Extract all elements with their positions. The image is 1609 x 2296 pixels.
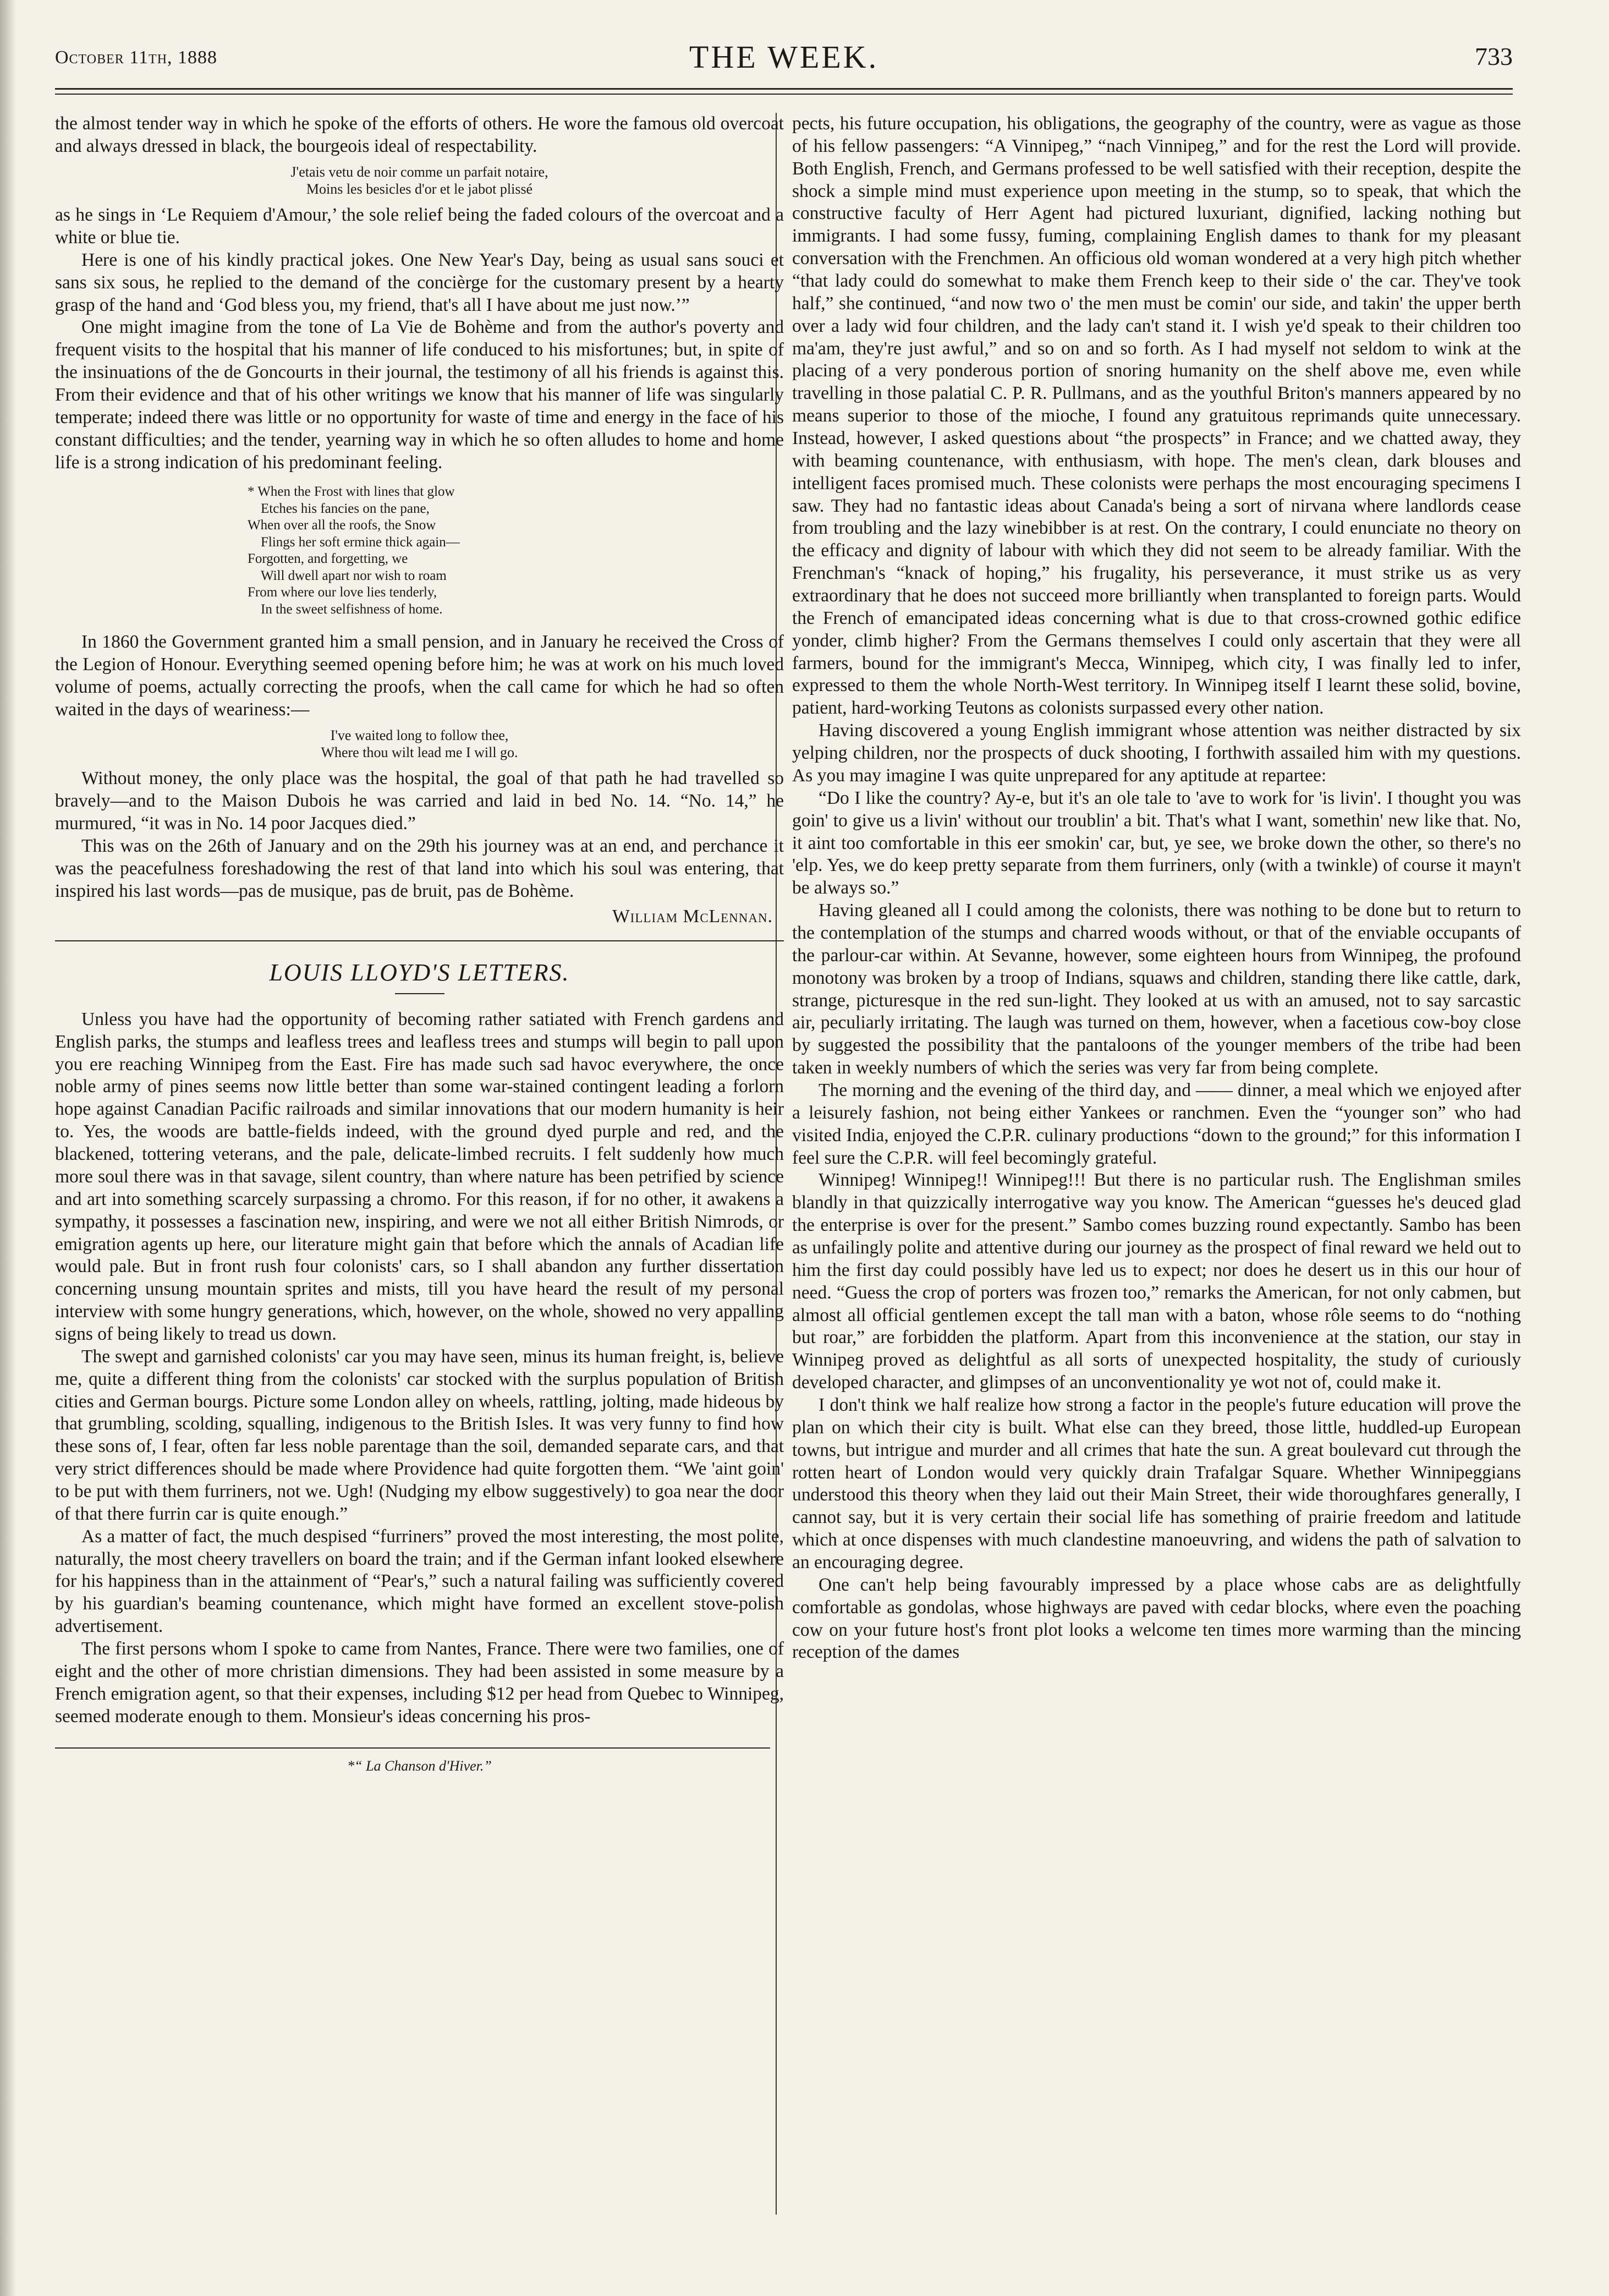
paragraph: The morning and the evening of the third day, and —— dinner, a meal which we enjoyed after a leisurely fashion, not being either Yankees or ranchmen. Even the “younger son” who had visited India, enjoyed the C.P.R. culinary productions “down to the ground;” for this information I feel sure the C.P.R. will feel becomingly grateful. <box>792 1079 1521 1168</box>
verse-quote <box>55 727 784 761</box>
paragraph: One might imagine from the tone of La Vie de Bohème and from the author's poverty and frequent visits to the hospital that his manner of life conduced to his misfortunes; but, in spite of the insinuations of the de Goncourts in their journal, the testimony of all his friends is against this. From their evidence and that of his other writings we know that his manner of life was singularly temperate; indeed there was little or no opportunity for waste of time and energy in the face of his constant difficulties; and the tender, yearning way in which he so often alludes to home and home life is a strong indication of his predominant feeling. <box>55 317 784 473</box>
paragraph: the almost tender way in which he spoke of the efforts of others. He wore the famous old overcoat and always dressed in black, the bourgeois ideal of respectability. <box>55 113 784 156</box>
verse-line: In the sweet selfishness of home. <box>261 601 443 617</box>
paragraph: Having gleaned all I could among the colonists, there was nothing to be done but to return to the contemplation of the stumps and charred woods without, or that of the enviable occupants of the parlour-car within. At Sevanne, however, some eighteen hours from Winnipeg, the profound monotony was broken by a troop of Indians, squaws and children, standing there like cattle, dark, strange, picturesque in the red sun-light. They looked at us with an amused, not to say sarcastic air, peculiarly irritating. The laugh was turned on them, however, when a facetious cow-boy close by suggested the possibility that the pantaloons of the younger members of the tribe had been taken in weekly numbers of which the series was very far from being complete. <box>792 900 1521 1078</box>
page-number: 733 <box>1475 42 1513 70</box>
page-edge-shadow <box>0 0 17 2296</box>
verse-line: When over all the roofs, the Snow <box>248 518 436 533</box>
section-title: LOUIS LLOYD'S LETTERS. <box>269 959 570 987</box>
paragraph: I don't think we half realize how strong a factor in the people's future education will prove the plan on which their city is built. What else can they breed, those little, huddled-up European towns, but intrigue and murder and all crimes that hate the sun. A great boulevard cut through the rotten heart of London would very quickly drain Trafalgar Square. Whether Winnipeggians understood this theory when they laid out their Main Street, their wide thoroughfares generally, I cannot say, but it is very certain their social life has something of prairie freedom and latitude which at once dispenses with much clandestine manoeuvring, and widens the path of salvation to an encouraging degree. <box>792 1394 1521 1572</box>
paragraph: Having discovered a young English immigrant whose attention was neither distracted by six yelping children, nor the prospects of duck shooting, I forthwith assailed him with my questions. As you may imagine I was quite unprepared for any aptitude at repartee: <box>792 720 1521 786</box>
paragraph: In 1860 the Government granted him a small pension, and in January he received the Cross of the Legion of Honour. Everything seemed opening before him; he was at work on his much loved volume of poems, actually correcting the proofs, when the call came for which he had so often waited in the days of weariness:— <box>55 632 784 720</box>
verse-line: * When the Frost with lines that glow <box>248 484 455 500</box>
header-rule-top <box>55 88 1513 90</box>
title-underline <box>395 993 444 994</box>
section-rule <box>55 940 784 941</box>
paragraph: Here is one of his kindly practical jokes. One New Year's Day, being as usual sans souci et sans six sous, he replied to the demand of the concièrge for the customary present by a hearty grasp of the hand and ‘God bless you, my friend, that's all I have about me just now.’” <box>55 249 784 315</box>
author-signature: William McLennan. <box>612 906 773 927</box>
quote-line: J'etais vetu de noir comme un parfait notaire, <box>290 163 548 180</box>
footnote-rule <box>55 1747 770 1749</box>
verse-line: Forgotten, and forgetting, we <box>248 551 408 567</box>
paragraph: This was on the 26th of January and on the 29th his journey was at an end, and perchance it was the peacefulness foreshadowing the rest of that land into which his soul was entering, that inspired his last words—pas de musique, pas de bruit, pas de Bohème. <box>55 835 784 901</box>
paragraph: “Do I like the country? Ay-e, but it's an ole tale to 'ave to work for 'is livin'. I thought you was goin' to give us a livin' without our troublin' a bit. That's what I want, somethin' new like that. No, it aint too comfortable in this eer smokin' car, but, ye see, we broke down the other, so there's no 'elp. Yes, we do keep pretty separate from them furriners, only (with a twinkle) of course it mayn't be always so.” <box>792 787 1521 898</box>
paragraph: The first persons whom I spoke to came from Nantes, France. There were two families, one of eight and the other of more christian dimensions. They had been assisted in some measure by a French emigration agent, so that their expenses, including $12 per head from Quebec to Winnipeg, seemed moderate enough to them. Monsieur's ideas concerning his pros- <box>55 1638 784 1727</box>
left-column <box>55 113 784 1775</box>
french-quote <box>55 163 784 198</box>
page-header <box>55 39 1513 77</box>
footnote: *“ La Chanson d'Hiver.” <box>347 1758 492 1774</box>
verse-block <box>248 484 784 618</box>
verse-line: From where our love lies tenderly, <box>248 585 437 600</box>
verse-line: Will dwell apart nor wish to roam <box>261 568 447 583</box>
verse-line: Flings her soft ermine thick again— <box>261 534 460 550</box>
issue-date: October 11th, 1888 <box>55 47 218 68</box>
verse-line: Etches his fancies on the pane, <box>261 501 430 516</box>
paragraph: as he sings in ‘Le Requiem d'Amour,’ the sole relief being the faded colours of the overcoat and a white or blue tie. <box>55 205 784 248</box>
paragraph: pects, his future occupation, his obligations, the geography of the country, were as vague as those of his fellow passengers: “A Vinnipeg,” “nach Vinnipeg,” and for the rest the Lord will provide. Both English, French, and Germans professed to be well satisfied with their reception, despite the shock a simple mind must experience upon meeting in the stump, so to speak, that which the constructive faculty of Herr Agent had pictured luxuriant, dignified, lacking nothing but immigrants. I had some fussy, fuming, complaining English dames to thank for my pleasant conversation with the Frenchmen. An officious old woman wondered at a very high pitch whether “that lady could do somewhat to make them French keep to their side o' the car. They've took half,” she continued, “and now two o' the men must be comin' our side, and takin' the upper berth over a lady wid four children, and the lady can't stand it. I wish ye'd speak to their children too ma'am, they're just awful,” and so on and so forth. As I had myself not seldom to wink at the placing of a very ponderous portion of snoring humanity on the shelf above me, even while travelling in those palatial C. P. R. Pullmans, and as the youthful Briton's manners appeared by no means superior to those of the mioche, I found any gratuitous reprimands quite unnecessary. Instead, however, I asked questions about “the prospects” in France; and we chatted away, they with beaming countenance, with enthusiasm, with hope. The men's clean, dark blouses and intelligent faces promised much. These colonists were perhaps the most encouraging specimens I saw. They had no fantastic ideas about Canada's being a sort of nirvana where landlords cease from troubling and the lazy winebibber is at rest. On the contrary, I could enunciate no theory on the efficacy and dignity of labour with which they did not seem to be already familiar. With the Frenchman's “knack of hoping,” his frugality, his perseverance, it must strike us as very extraordinary that he does not succeed more brilliantly when transplanted to foreign parts. Would the French of emancipated ideas concerning what is due to that cross-crowned gothic edifice yonder, climb higher? From the Germans themselves I could only ascertain that they were all farmers, bound for the immigrant's Mecca, Winnipeg, which city, I was finally led to infer, expressed to them the whole North-West territory. In Winnipeg itself I learnt these solid, bovine, patient, hard-working Teutons as colonists surpassed every other nation. <box>792 113 1521 719</box>
paragraph: Winnipeg! Winnipeg!! Winnipeg!!! But there is no particular rush. The Englishman smiles blandly in that quizzically interrogative way you know. The American “guesses he's deuced glad the enterprise is over for the present.” Sambo comes buzzing round expectantly. Sambo has been as unfailingly polite and attentive during our journey as the prospect of final reward we held out to him the first day could possibly have led us to expect; nor does he desert us in this our hour of need. “Guess the crop of porters was frozen too,” remarks the American, for not only cabmen, but almost all official gentlemen except the tall man with a baton, whose rôle seems to do “nothing but roar,” are forbidden the platform. Apart from this inconvenience at the station, our stay in Winnipeg proved as delightful as all sorts of unexpected hospitality, the study of curiously developed character, and glimpses of an unconventionality ye wot not of, could make it. <box>792 1170 1521 1393</box>
paragraph: Without money, the only place was the hospital, the goal of that path he had travelled so bravely—and to the Maison Dubois he was carried and laid in bed No. 14. “No. 14,” he murmured, “it was in No. 14 poor Jacques died.” <box>55 768 784 834</box>
masthead: THE WEEK. <box>689 39 879 75</box>
quote-line: Moins les besicles d'or et le jabot plissé <box>306 180 533 197</box>
right-column <box>792 113 1521 1664</box>
quote-line: Where thou wilt lead me I will go. <box>321 744 518 761</box>
paragraph: One can't help being favourably impressed by a place whose cabs are as delightfully comfortable as gondolas, whose highways are paved with cedar blocks, where even the poaching cow on your future host's front plot looks a welcome ten times more warming than the mincing reception of the dames <box>792 1574 1521 1663</box>
quote-line: I've waited long to follow thee, <box>330 727 509 743</box>
paragraph: As a matter of fact, the much despised “furriners” proved the most interesting, the most polite, naturally, the most cheery travellers on board the train; and if the German infant looked elsewhere for his happiness than in the attainment of “Pear's,” such a natural failing was sufficiently covered by his guardian's beaming countenance, which might have formed an excellent stove-polish advertisement. <box>55 1526 784 1637</box>
paragraph: Unless you have had the opportunity of becoming rather satiated with French gardens and English parks, the stumps and leafless trees and leafless trees and stumps will begin to pall upon you ere reaching Winnipeg from the East. Fire has made such sad havoc everywhere, the once noble army of pines seems now little better than some war-stained contingent leading a forlorn hope against Canadian Pacific railroads and similar innovations that our modern humanity is heir to. Yes, the woods are battle-fields indeed, with the ground dyed purple and red, and the blackened, tottering veterans, and the pale, delicate-limbed recruits. I felt suddenly how much more soul there was in that savage, silent country, than where nature has been petrified by science and art into something scarcely surpassing a chromo. For this reason, if for no other, it awakens a sympathy, it possesses a fascination new, inspiring, and were we not all either British Nimrods, or emigration agents up here, our literature might gain that before which the annals of Acadian life would pale. But in front rush four colonists' cars, so I shall abandon any further dissertation concerning unsung mountain sprites and mists, till you have heard the result of my personal interview with some hungry generations, which, however, on the whole, showed no very appalling signs of being likely to tread us down. <box>55 1009 784 1344</box>
header-rule-bottom <box>55 94 1513 95</box>
paragraph: The swept and garnished colonists' car you may have seen, minus its human freight, is, believe me, quite a different thing from the colonists' car stocked with the surplus population of British cities and German bourgs. Picture some London alley on wheels, rattling, jolting, made hideous by that grumbling, scolding, squalling, indigenous to the British Isles. It was very funny to find how these sons of, I fear, often far less noble parentage than the soil, demanded separate cars, and that very strict differences should be made where Providence had quite forgotten them. “We 'aint goin' to be put with them furriners, not we. Ugh! (Nudging my elbow suggestively) to goa near the door of that there furrin car is quite enough.” <box>55 1346 784 1524</box>
